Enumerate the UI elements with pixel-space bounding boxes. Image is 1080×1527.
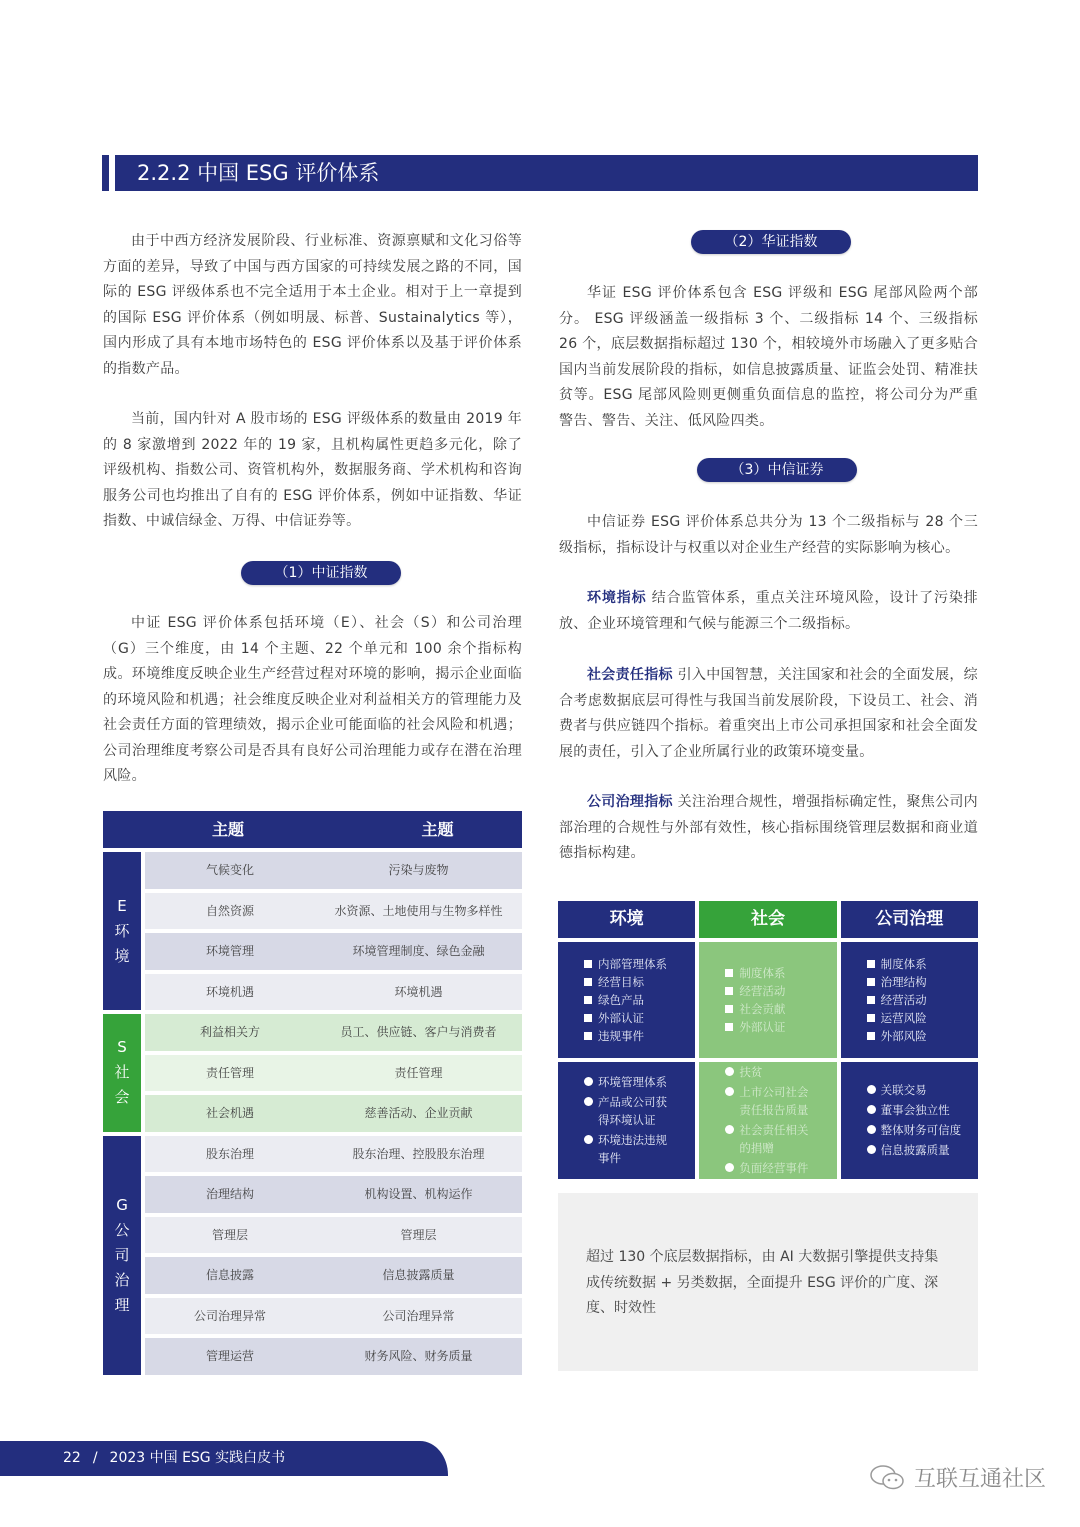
grid-cell: [699, 942, 836, 1058]
theme-cell: 公司治理异常: [193, 1308, 266, 1323]
table-row: [145, 1298, 522, 1335]
grid-item: 经营活动: [867, 991, 927, 1009]
table-row: [145, 1338, 522, 1375]
grid-item: 环境管理体系: [584, 1073, 678, 1091]
unit-cell: 慈善活动、企业贡献: [364, 1106, 473, 1120]
watermark: [868, 1462, 1046, 1493]
watermark-text: 互联互通社区: [913, 1467, 1046, 1492]
social-indicator-text: 引入中国智慧，关注国家和社会的全面发展，综合考虑数据底层可得性与我国当前发展阶段，下设员工、社会、消费者与供应链四个指标。着重突出上市公司承担国家和社会全面发展的责任，引入了企业所属行业的政策环境变量。: [559, 667, 978, 760]
theme-cell: 管理层: [211, 1227, 248, 1242]
grid-item: 违规事件: [584, 1027, 667, 1045]
env-indicator-text: 结合监管体系，重点关注环境风险，设计了污染排放、企业环境管理和气候与能源三个二级指标。: [559, 590, 978, 632]
citic-indicator-grid: [558, 901, 978, 1179]
page-footer: [0, 1441, 448, 1476]
grid-item: 内部管理体系: [584, 955, 667, 973]
subsection-pill-huazheng: （2）华证指数: [691, 230, 851, 254]
subsection-pill-citic: （3）中信证券: [697, 458, 857, 482]
current-status-paragraph: 当前，国内针对 A 股市场的 ESG 评级体系的数量由 2019 年的 8 家激增到 2022 年的 19 家，且机构属性更趋多元化，除了评级机构、指数公司、资管机构外，数据服务商、学术机构和咨询服务公司也均推出了自有的 ESG 评价体系，例如中证指数、华证指数、中诚信绿金、万得、中信证券等。: [103, 411, 522, 529]
table-row: [145, 1136, 522, 1173]
group-letter: G: [116, 1195, 128, 1214]
theme-cell: 信息披露: [205, 1268, 254, 1282]
group-char: 境: [114, 946, 130, 965]
unit-cell: 环境机遇: [394, 984, 443, 999]
social-indicator-label: 社会责任指标: [587, 667, 673, 683]
grid-item: 外部认证: [584, 1009, 667, 1027]
wechat-icon: [868, 1463, 908, 1493]
grid-item: 经营目标: [584, 973, 667, 991]
footer-separator: /: [92, 1450, 98, 1466]
table-header-col2: 主题: [421, 820, 454, 839]
unit-cell: 水资源、土地使用与生物多样性: [334, 903, 503, 918]
env-indicator-paragraph: [559, 586, 978, 637]
grid-item: 制度体系: [867, 955, 927, 973]
grid-item: 环境违法违规事件: [584, 1131, 678, 1167]
grid-item: 扶贫: [725, 1063, 819, 1081]
note-text: 超过 130 个底层数据指标，由 AI 大数据引擎提供支持集成传统数据 + 另类数据，全面提升 ESG 评价的广度、深度、时效性: [586, 1249, 939, 1316]
grid-header-environment: 环境: [558, 901, 695, 938]
grid-item: 信息披露质量: [867, 1141, 962, 1159]
csi-paragraph: 中证 ESG 评价体系包括环境（E）、社会（S）和公司治理（G）三个维度，由 14 个主题、22 个单元和 100 余个指标构成。环境维度反映企业生产经营过程对环境的影响，揭示企业面临的环境风险和机遇；社会维度反映企业对利益相关方的管理能力及社会责任方面的管理绩效，揭示企业可能面临的社会风险和机遇；公司治理维度考察公司是否具有良好公司治理能力或存在潜在治理风险。: [103, 615, 522, 784]
grid-item: 上市公司社会责任报告质量: [725, 1083, 819, 1119]
table-row: [145, 852, 522, 889]
grid-cell: [841, 942, 978, 1058]
table-row: [145, 933, 522, 970]
unit-cell: 员工、供应链、客户与消费者: [340, 1025, 497, 1039]
unit-cell: 责任管理: [394, 1065, 443, 1080]
env-indicator-label: 环境指标: [587, 590, 647, 606]
grid-item: 产品或公司获得环境认证: [584, 1093, 678, 1129]
group-char: 治: [114, 1270, 130, 1289]
unit-cell: 机构设置、机构运作: [364, 1187, 473, 1201]
table-group-environment: [103, 852, 522, 1010]
group-char: 公: [114, 1220, 130, 1239]
grid-item: 外部风险: [867, 1027, 927, 1045]
grid-item: 绿色产品: [584, 991, 667, 1009]
theme-cell: 气候变化: [205, 863, 254, 877]
grid-item: 董事会独立性: [867, 1101, 962, 1119]
grid-header-governance: 公司治理: [841, 901, 978, 938]
unit-cell: 信息披露质量: [382, 1268, 455, 1282]
unit-cell: 股东治理、控股股东治理: [352, 1146, 485, 1161]
group-char: 理: [114, 1295, 130, 1314]
grid-item: 制度体系: [725, 964, 785, 982]
intro-paragraph: 由于中西方经济发展阶段、行业标准、资源禀赋和文化习俗等方面的差异，导致了中国与西方国家的可持续发展之路的不同，国际的 ESG 评级体系也不完全适用于本土企业。相对于上一章提到的国际 ESG 评价体系（例如明晟、标普、Sustainalytics 等），国内形成了具有本地市场特色的 ESG 评价体系以及基于评价体系的指数产品。: [103, 233, 522, 377]
group-char: 社: [114, 1063, 130, 1082]
grid-cell: [841, 1062, 978, 1179]
gov-indicator-label: 公司治理指标: [587, 794, 673, 810]
grid-item: 社会责任相关的捐赠: [725, 1121, 819, 1157]
theme-cell: 股东治理: [205, 1146, 254, 1161]
group-label-s: [103, 1014, 141, 1132]
theme-cell: 治理结构: [205, 1187, 254, 1201]
grid-cell: [558, 942, 695, 1058]
table-row: [145, 1014, 522, 1051]
table-header: [103, 811, 522, 848]
table-header-col1: 主题: [211, 820, 244, 839]
group-char: 会: [114, 1088, 130, 1107]
book-title: 2023 中国 ESG 实践白皮书: [109, 1450, 286, 1466]
grid-item: 社会贡献: [725, 1000, 785, 1018]
grid-item: 关联交易: [867, 1081, 962, 1099]
grid-item: 经营活动: [725, 982, 785, 1000]
table-row: [145, 893, 522, 930]
table-row: [145, 1176, 522, 1213]
group-label-e: [103, 852, 141, 1010]
group-letter: S: [117, 1038, 127, 1057]
theme-cell: 责任管理: [205, 1065, 254, 1080]
section-marker: [102, 155, 109, 191]
grid-item: 整体财务可信度: [867, 1121, 962, 1139]
grid-header-social: 社会: [699, 901, 836, 938]
csi-theme-table: [103, 811, 522, 1375]
group-char: 司: [114, 1245, 130, 1264]
grid-item: 外部认证: [725, 1018, 785, 1036]
grid-item: 负面经营事件: [725, 1159, 819, 1177]
unit-cell: 财务风险、财务质量: [364, 1349, 473, 1363]
social-indicator-paragraph: [559, 663, 978, 765]
table-group-social: [103, 1014, 522, 1132]
theme-cell: 自然资源: [205, 903, 254, 918]
subsection-pill-csi: （1）中证指数: [241, 561, 401, 585]
huazheng-paragraph: 华证 ESG 评价体系包含 ESG 评级和 ESG 尾部风险两个部分。 ESG 评级涵盖一级指标 3 个、二级指标 14 个、三级指标 26 个，底层数据指标超过 130 个，相较境外市场融入了更多贴合国内当前发展阶段的指标，如信息披露质量、证监会处罚、精准扶贫等。ESG 尾部风险则更侧重负面信息的监控，将公司分为严重警告、警告、关注、低风险四类。: [559, 285, 978, 429]
table-row: [145, 1257, 522, 1294]
table-row: [145, 974, 522, 1011]
section-title: 2.2.2 中国 ESG 评价体系: [115, 155, 978, 191]
table-group-governance: [103, 1136, 522, 1375]
section-header: [102, 155, 978, 191]
data-engine-note: [558, 1193, 978, 1371]
unit-cell: 环境管理制度、绿色金融: [352, 944, 485, 958]
page-number: 22: [63, 1450, 81, 1466]
table-row: [145, 1217, 522, 1254]
theme-cell: 管理运营: [205, 1349, 254, 1363]
unit-cell: 公司治理异常: [382, 1308, 455, 1323]
citic-paragraph: 中信证券 ESG 评价体系总共分为 13 个二级指标与 28 个三级指标，指标设计与权重以对企业生产经营的实际影响为核心。: [559, 514, 978, 556]
unit-cell: 管理层: [400, 1227, 437, 1242]
group-char: 环: [114, 921, 130, 940]
group-letter: E: [117, 896, 127, 915]
grid-item: 运营风险: [867, 1009, 927, 1027]
group-label-g: [103, 1136, 141, 1375]
table-row: [145, 1055, 522, 1092]
unit-cell: 污染与废物: [388, 863, 449, 877]
theme-cell: 社会机遇: [205, 1106, 254, 1120]
theme-cell: 环境机遇: [205, 984, 254, 999]
grid-cell: [558, 1062, 695, 1179]
theme-cell: 环境管理: [205, 944, 254, 958]
gov-indicator-paragraph: [559, 790, 978, 867]
grid-item: 治理结构: [867, 973, 927, 991]
theme-cell: 利益相关方: [199, 1025, 260, 1039]
gov-indicator-text: 关注治理合规性，增强指标确定性，聚焦公司内部治理的合规性与外部有效性，核心指标围绕管理层数据和商业道德指标构建。: [559, 794, 978, 861]
grid-cell: [699, 1062, 836, 1179]
table-row: [145, 1095, 522, 1132]
